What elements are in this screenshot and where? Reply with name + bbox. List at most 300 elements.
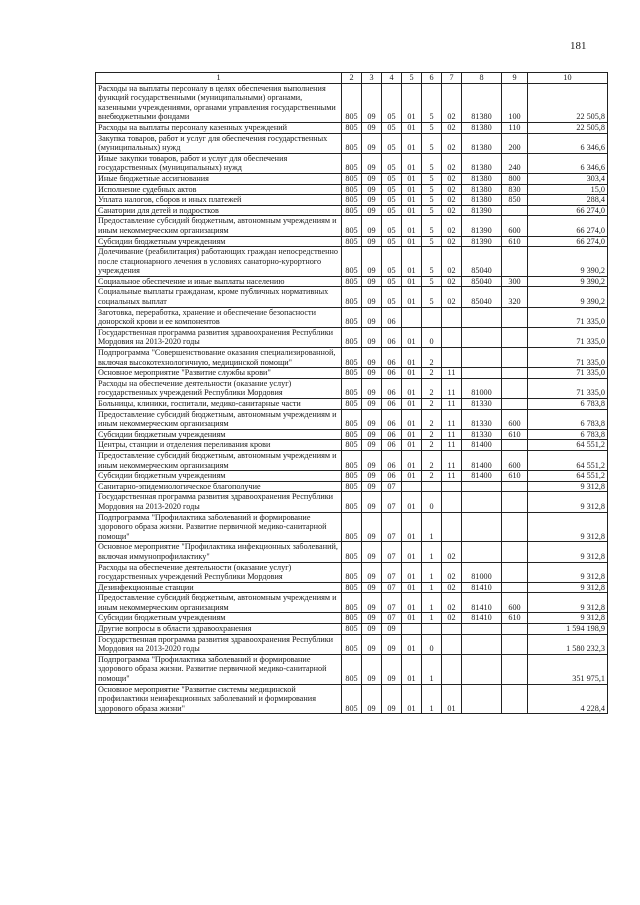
code-program-cell: 01 (402, 582, 422, 593)
code-ministry-cell: 805 (342, 122, 362, 133)
amount-cell: 9 312,8 (528, 481, 608, 492)
code-expense-type-cell: 600 (502, 216, 528, 236)
code-program-cell: 01 (402, 195, 422, 206)
code-subprogram-cell: 5 (422, 287, 442, 307)
code-ministry-cell: 805 (342, 624, 362, 635)
code-expense-type-cell (502, 307, 528, 327)
code-program-cell: 01 (402, 409, 422, 429)
code-program-cell: 01 (402, 471, 422, 482)
table-row (96, 613, 608, 624)
table-row (96, 542, 608, 562)
item-name-cell: Субсидии бюджетным учреждениям (96, 236, 342, 247)
header-cell: 7 (442, 73, 462, 84)
code-subprogram-cell: 5 (422, 216, 442, 236)
code-ministry-cell: 805 (342, 562, 362, 582)
code-program-cell: 01 (402, 236, 422, 247)
table-row (96, 153, 608, 173)
table-row (96, 205, 608, 216)
code-subprogram-cell (422, 624, 442, 635)
item-name-cell: Социальные выплаты гражданам, кроме публичных нормативных социальных выплат (96, 287, 342, 307)
code-expense-type-cell (502, 368, 528, 379)
code-direction-cell: 81400 (462, 450, 502, 470)
code-program-cell: 01 (402, 368, 422, 379)
code-ministry-cell: 805 (342, 542, 362, 562)
code-program-cell: 01 (402, 216, 422, 236)
code-section-cell: 09 (362, 378, 382, 398)
budget-table (95, 72, 608, 714)
code-expense-type-cell: 240 (502, 153, 528, 173)
code-ministry-cell: 805 (342, 492, 362, 512)
code-subsection-cell: 09 (382, 684, 402, 714)
item-name-cell: Государственная программа развития здравоохранения Республики Мордовия на 2013-2020 годы (96, 327, 342, 347)
amount-cell: 71 335,0 (528, 307, 608, 327)
amount-cell: 9 390,2 (528, 276, 608, 287)
code-program-cell (402, 624, 422, 635)
header-cell: 2 (342, 73, 362, 84)
code-event-cell: 11 (442, 429, 462, 440)
code-expense-type-cell: 300 (502, 276, 528, 287)
amount-cell: 6 346,6 (528, 153, 608, 173)
header-cell: 8 (462, 73, 502, 84)
code-ministry-cell: 805 (342, 378, 362, 398)
table-row (96, 378, 608, 398)
code-event-cell: 02 (442, 582, 462, 593)
code-program-cell (402, 481, 422, 492)
code-section-cell: 09 (362, 684, 382, 714)
table-row (96, 216, 608, 236)
item-name-cell: Подпрограмма "Профилактика заболеваний и формирование здорового образа жизни. Развитие первичной медико-санитарной помощи" (96, 512, 342, 542)
code-event-cell: 02 (442, 195, 462, 206)
table-row (96, 492, 608, 512)
code-direction-cell: 81380 (462, 83, 502, 122)
code-subsection-cell: 06 (382, 409, 402, 429)
code-direction-cell: 85040 (462, 276, 502, 287)
code-subprogram-cell: 1 (422, 562, 442, 582)
code-event-cell: 02 (442, 593, 462, 613)
code-event-cell (442, 634, 462, 654)
table-row (96, 634, 608, 654)
code-expense-type-cell (502, 654, 528, 684)
code-ministry-cell: 805 (342, 512, 362, 542)
code-direction-cell: 85040 (462, 287, 502, 307)
code-ministry-cell: 805 (342, 409, 362, 429)
code-expense-type-cell: 600 (502, 450, 528, 470)
code-program-cell: 01 (402, 593, 422, 613)
code-section-cell: 09 (362, 205, 382, 216)
code-subprogram-cell: 5 (422, 205, 442, 216)
code-section-cell: 09 (362, 481, 382, 492)
amount-cell: 6 783,8 (528, 429, 608, 440)
code-program-cell: 01 (402, 153, 422, 173)
code-subsection-cell: 05 (382, 276, 402, 287)
code-program-cell: 01 (402, 184, 422, 195)
item-name-cell: Субсидии бюджетным учреждениям (96, 613, 342, 624)
item-name-cell: Расходы на обеспечение деятельности (оказание услуг) государственных учреждений Республики Мордовия (96, 378, 342, 398)
code-subsection-cell: 06 (382, 450, 402, 470)
code-subprogram-cell: 5 (422, 133, 442, 153)
code-section-cell: 09 (362, 654, 382, 684)
table-row (96, 307, 608, 327)
code-section-cell: 09 (362, 562, 382, 582)
code-program-cell: 01 (402, 399, 422, 410)
code-ministry-cell: 805 (342, 247, 362, 277)
code-subsection-cell: 06 (382, 399, 402, 410)
amount-cell: 71 335,0 (528, 378, 608, 398)
item-name-cell: Основное мероприятие "Развитие системы медицинской профилактики неинфекционных заболеваний и формирования здорового образа жизни" (96, 684, 342, 714)
code-subprogram-cell: 2 (422, 399, 442, 410)
code-section-cell: 09 (362, 634, 382, 654)
item-name-cell: Предоставление субсидий бюджетным, автономным учреждениям и иным некоммерческим организациям (96, 450, 342, 470)
code-section-cell: 09 (362, 133, 382, 153)
item-name-cell: Подпрограмма "Совершенствование оказания специализированной, включая высокотехнологичную, медицинской помощи" (96, 348, 342, 368)
code-subsection-cell: 07 (382, 593, 402, 613)
table-header-row (96, 73, 608, 84)
code-event-cell: 02 (442, 122, 462, 133)
code-subsection-cell: 09 (382, 634, 402, 654)
code-ministry-cell: 805 (342, 368, 362, 379)
code-ministry-cell: 805 (342, 654, 362, 684)
code-section-cell: 09 (362, 173, 382, 184)
code-subprogram-cell: 2 (422, 368, 442, 379)
code-event-cell (442, 492, 462, 512)
code-expense-type-cell: 850 (502, 195, 528, 206)
table-row (96, 184, 608, 195)
amount-cell: 22 505,8 (528, 122, 608, 133)
item-name-cell: Основное мероприятие "Развитие службы крови" (96, 368, 342, 379)
code-subsection-cell: 05 (382, 216, 402, 236)
amount-cell: 9 312,8 (528, 582, 608, 593)
code-expense-type-cell (502, 624, 528, 635)
code-direction-cell: 81410 (462, 582, 502, 593)
code-expense-type-cell (502, 440, 528, 451)
code-direction-cell: 81380 (462, 122, 502, 133)
code-subsection-cell: 05 (382, 247, 402, 277)
code-ministry-cell: 805 (342, 593, 362, 613)
code-program-cell: 01 (402, 276, 422, 287)
code-program-cell: 01 (402, 378, 422, 398)
code-ministry-cell: 805 (342, 429, 362, 440)
code-direction-cell (462, 307, 502, 327)
code-program-cell: 01 (402, 542, 422, 562)
code-expense-type-cell: 610 (502, 471, 528, 482)
code-ministry-cell: 805 (342, 153, 362, 173)
amount-cell: 6 783,8 (528, 399, 608, 410)
code-subsection-cell: 05 (382, 173, 402, 184)
code-ministry-cell: 805 (342, 471, 362, 482)
code-direction-cell: 81390 (462, 216, 502, 236)
amount-cell: 351 975,1 (528, 654, 608, 684)
amount-cell: 22 505,8 (528, 83, 608, 122)
code-ministry-cell: 805 (342, 481, 362, 492)
code-section-cell: 09 (362, 83, 382, 122)
header-cell: 4 (382, 73, 402, 84)
code-event-cell (442, 654, 462, 684)
code-program-cell: 01 (402, 684, 422, 714)
code-direction-cell: 81380 (462, 153, 502, 173)
amount-cell: 71 335,0 (528, 327, 608, 347)
amount-cell: 6 783,8 (528, 409, 608, 429)
code-expense-type-cell (502, 205, 528, 216)
code-subsection-cell: 06 (382, 327, 402, 347)
code-direction-cell (462, 684, 502, 714)
item-name-cell: Исполнение судебных актов (96, 184, 342, 195)
code-event-cell: 11 (442, 450, 462, 470)
code-direction-cell (462, 634, 502, 654)
code-direction-cell: 81390 (462, 205, 502, 216)
code-expense-type-cell: 100 (502, 83, 528, 122)
code-subsection-cell: 05 (382, 287, 402, 307)
code-ministry-cell: 805 (342, 450, 362, 470)
code-expense-type-cell: 610 (502, 236, 528, 247)
table-row (96, 429, 608, 440)
table-row (96, 481, 608, 492)
code-expense-type-cell (502, 492, 528, 512)
code-direction-cell: 81410 (462, 613, 502, 624)
code-section-cell: 09 (362, 429, 382, 440)
code-section-cell: 09 (362, 471, 382, 482)
code-direction-cell: 81380 (462, 173, 502, 184)
code-direction-cell (462, 512, 502, 542)
code-direction-cell: 85040 (462, 247, 502, 277)
code-subsection-cell: 07 (382, 542, 402, 562)
code-ministry-cell: 805 (342, 184, 362, 195)
code-subsection-cell: 07 (382, 492, 402, 512)
code-direction-cell (462, 492, 502, 512)
code-event-cell: 02 (442, 613, 462, 624)
table-body (96, 83, 608, 714)
code-subprogram-cell: 5 (422, 236, 442, 247)
code-event-cell: 11 (442, 409, 462, 429)
item-name-cell: Расходы на выплаты персоналу казенных учреждений (96, 122, 342, 133)
amount-cell: 9 390,2 (528, 247, 608, 277)
code-subsection-cell: 06 (382, 378, 402, 398)
item-name-cell: Субсидии бюджетным учреждениям (96, 429, 342, 440)
code-subsection-cell: 05 (382, 236, 402, 247)
code-ministry-cell: 805 (342, 582, 362, 593)
code-subprogram-cell: 1 (422, 582, 442, 593)
code-program-cell: 01 (402, 613, 422, 624)
table-row (96, 409, 608, 429)
code-subsection-cell: 05 (382, 133, 402, 153)
code-expense-type-cell: 110 (502, 122, 528, 133)
amount-cell: 66 274,0 (528, 216, 608, 236)
amount-cell: 15,0 (528, 184, 608, 195)
code-subsection-cell: 05 (382, 195, 402, 206)
item-name-cell: Социальное обеспечение и иные выплаты населению (96, 276, 342, 287)
code-expense-type-cell (502, 348, 528, 368)
amount-cell: 9 312,8 (528, 492, 608, 512)
amount-cell: 1 580 232,3 (528, 634, 608, 654)
header-cell: 5 (402, 73, 422, 84)
code-program-cell: 01 (402, 348, 422, 368)
code-subprogram-cell: 2 (422, 348, 442, 368)
code-program-cell: 01 (402, 450, 422, 470)
code-event-cell (442, 624, 462, 635)
code-expense-type-cell (502, 512, 528, 542)
item-name-cell: Центры, станции и отделения переливания крови (96, 440, 342, 451)
code-ministry-cell: 805 (342, 327, 362, 347)
code-event-cell: 02 (442, 287, 462, 307)
item-name-cell: Другие вопросы в области здравоохранения (96, 624, 342, 635)
item-name-cell: Расходы на обеспечение деятельности (оказание услуг) государственных учреждений Республики Мордовия (96, 562, 342, 582)
code-event-cell (442, 512, 462, 542)
code-expense-type-cell: 610 (502, 613, 528, 624)
code-section-cell: 09 (362, 542, 382, 562)
code-subsection-cell: 09 (382, 654, 402, 684)
item-name-cell: Санатории для детей и подростков (96, 205, 342, 216)
code-direction-cell: 81000 (462, 378, 502, 398)
code-section-cell: 09 (362, 450, 382, 470)
table-row (96, 122, 608, 133)
table-row (96, 368, 608, 379)
code-section-cell: 09 (362, 624, 382, 635)
code-subsection-cell: 06 (382, 429, 402, 440)
item-name-cell: Иные бюджетные ассигнования (96, 173, 342, 184)
code-event-cell: 02 (442, 173, 462, 184)
code-subprogram-cell: 1 (422, 613, 442, 624)
code-subprogram-cell (422, 307, 442, 327)
code-event-cell: 02 (442, 216, 462, 236)
code-expense-type-cell (502, 481, 528, 492)
code-event-cell: 02 (442, 236, 462, 247)
code-subsection-cell: 06 (382, 348, 402, 368)
code-program-cell: 01 (402, 247, 422, 277)
code-ministry-cell: 805 (342, 205, 362, 216)
amount-cell: 1 594 198,9 (528, 624, 608, 635)
header-cell: 1 (96, 73, 342, 84)
code-subprogram-cell: 5 (422, 195, 442, 206)
amount-cell: 71 335,0 (528, 368, 608, 379)
header-cell: 9 (502, 73, 528, 84)
code-ministry-cell: 805 (342, 684, 362, 714)
code-direction-cell (462, 368, 502, 379)
code-event-cell (442, 327, 462, 347)
code-expense-type-cell: 830 (502, 184, 528, 195)
code-subprogram-cell: 2 (422, 378, 442, 398)
table-row (96, 247, 608, 277)
code-expense-type-cell (502, 327, 528, 347)
code-section-cell: 09 (362, 409, 382, 429)
table-row (96, 562, 608, 582)
code-section-cell: 09 (362, 593, 382, 613)
code-direction-cell: 81410 (462, 593, 502, 613)
table-row (96, 83, 608, 122)
code-ministry-cell: 805 (342, 613, 362, 624)
code-section-cell: 09 (362, 348, 382, 368)
code-section-cell: 09 (362, 307, 382, 327)
item-name-cell: Расходы на выплаты персоналу в целях обеспечения выполнения функций государственными (муниципальными) органами, казенными учреждениями, органами управления государственными внебюджетными фондами (96, 83, 342, 122)
code-direction-cell: 81380 (462, 133, 502, 153)
code-direction-cell: 81390 (462, 236, 502, 247)
table-row (96, 287, 608, 307)
code-direction-cell (462, 624, 502, 635)
code-expense-type-cell (502, 562, 528, 582)
code-subsection-cell: 07 (382, 582, 402, 593)
code-expense-type-cell: 320 (502, 287, 528, 307)
code-ministry-cell: 805 (342, 307, 362, 327)
code-subsection-cell: 06 (382, 307, 402, 327)
code-subprogram-cell: 5 (422, 153, 442, 173)
code-ministry-cell: 805 (342, 195, 362, 206)
code-ministry-cell: 805 (342, 399, 362, 410)
code-ministry-cell: 805 (342, 236, 362, 247)
code-expense-type-cell (502, 542, 528, 562)
code-subsection-cell: 07 (382, 481, 402, 492)
code-subsection-cell: 07 (382, 512, 402, 542)
amount-cell: 9 312,8 (528, 512, 608, 542)
code-subsection-cell: 05 (382, 122, 402, 133)
code-section-cell: 09 (362, 440, 382, 451)
code-section-cell: 09 (362, 236, 382, 247)
table-row (96, 471, 608, 482)
code-section-cell: 09 (362, 153, 382, 173)
item-name-cell: Больницы, клиники, госпитали, медико-санитарные части (96, 399, 342, 410)
amount-cell: 6 346,6 (528, 133, 608, 153)
table-row (96, 624, 608, 635)
amount-cell: 9 390,2 (528, 287, 608, 307)
code-direction-cell: 81400 (462, 440, 502, 451)
header-cell: 6 (422, 73, 442, 84)
code-ministry-cell: 805 (342, 440, 362, 451)
code-subprogram-cell: 0 (422, 634, 442, 654)
code-direction-cell: 81000 (462, 562, 502, 582)
amount-cell: 9 312,8 (528, 542, 608, 562)
table-row (96, 195, 608, 206)
code-subprogram-cell: 0 (422, 327, 442, 347)
item-name-cell: Закупка товаров, работ и услуг для обеспечения государственных (муниципальных) нужд (96, 133, 342, 153)
amount-cell: 66 274,0 (528, 205, 608, 216)
table-row (96, 276, 608, 287)
code-subprogram-cell: 2 (422, 440, 442, 451)
code-direction-cell (462, 654, 502, 684)
table-row (96, 450, 608, 470)
item-name-cell: Долечивание (реабилитация) работающих граждан непосредственно после стационарного лечения в условиях санаторно-курортного учреждения (96, 247, 342, 277)
code-program-cell: 01 (402, 440, 422, 451)
code-section-cell: 09 (362, 613, 382, 624)
item-name-cell: Санитарно-эпидемиологическое благополучие (96, 481, 342, 492)
code-section-cell: 09 (362, 327, 382, 347)
code-expense-type-cell (502, 247, 528, 277)
code-program-cell: 01 (402, 492, 422, 512)
table-row (96, 236, 608, 247)
code-ministry-cell: 805 (342, 276, 362, 287)
code-ministry-cell: 805 (342, 83, 362, 122)
code-section-cell: 09 (362, 247, 382, 277)
code-expense-type-cell (502, 684, 528, 714)
code-subprogram-cell: 2 (422, 409, 442, 429)
amount-cell: 9 312,8 (528, 613, 608, 624)
code-ministry-cell: 805 (342, 634, 362, 654)
item-name-cell: Субсидии бюджетным учреждениям (96, 471, 342, 482)
code-event-cell: 02 (442, 153, 462, 173)
code-section-cell: 09 (362, 492, 382, 512)
code-expense-type-cell: 800 (502, 173, 528, 184)
code-section-cell: 09 (362, 512, 382, 542)
item-name-cell: Иные закупки товаров, работ и услуг для обеспечения государственных (муниципальных) нужд (96, 153, 342, 173)
amount-cell: 66 274,0 (528, 236, 608, 247)
code-subsection-cell: 07 (382, 613, 402, 624)
code-subprogram-cell: 1 (422, 542, 442, 562)
code-program-cell: 01 (402, 654, 422, 684)
amount-cell: 303,4 (528, 173, 608, 184)
amount-cell: 64 551,2 (528, 440, 608, 451)
code-ministry-cell: 805 (342, 173, 362, 184)
code-program-cell (402, 307, 422, 327)
code-program-cell: 01 (402, 133, 422, 153)
code-section-cell: 09 (362, 184, 382, 195)
code-subprogram-cell: 5 (422, 184, 442, 195)
table-row (96, 654, 608, 684)
